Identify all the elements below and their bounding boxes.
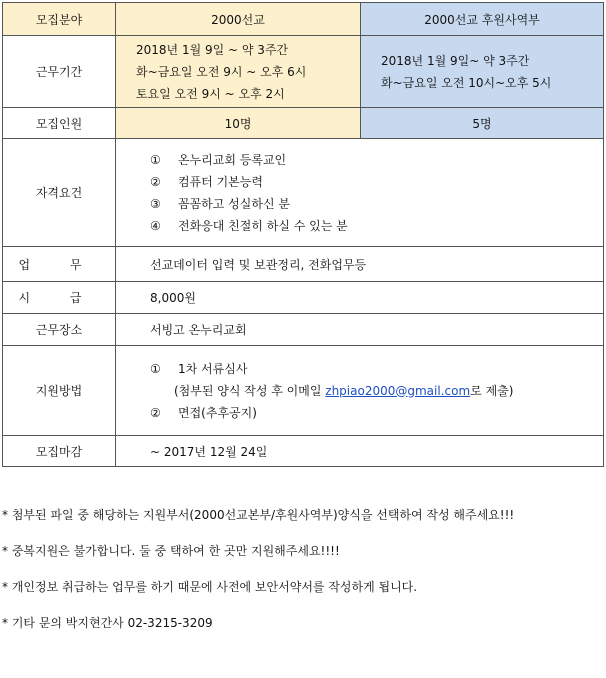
apply-detail: (첨부된 양식 작성 후 이메일 zhpiao2000@gmail.com로 제출) bbox=[174, 383, 514, 398]
period-col2-line: 화~금요일 오전 10시~오후 5시 bbox=[381, 75, 552, 90]
pay-value: 8,000원 bbox=[116, 282, 604, 314]
note-item: * 중복지원은 불가합니다. 둘 중 택하여 한 곳만 지원해주세요!!!! bbox=[2, 544, 340, 558]
qualifications-list bbox=[116, 139, 604, 247]
list-item: ② 컴퓨터 기본능력 bbox=[150, 174, 263, 189]
label-qualifications: 자격요건 bbox=[3, 139, 116, 247]
label-apply: 지원방법 bbox=[3, 346, 116, 436]
notes-section bbox=[2, 505, 604, 649]
period-col2-line: 2018년 1월 9일~ 약 3주간 bbox=[381, 53, 530, 68]
period-col1-line: 2018년 1월 9일 ~ 약 3주간 bbox=[136, 42, 289, 57]
period-col2 bbox=[361, 36, 604, 108]
recruitment-table bbox=[2, 2, 604, 467]
label-field: 모집분야 bbox=[3, 3, 116, 36]
duty-value: 선교데이터 입력 및 보관정리, 전화업무등 bbox=[116, 247, 604, 282]
row-pay bbox=[3, 282, 604, 314]
row-field bbox=[3, 3, 604, 36]
period-col1-line: 토요일 오전 9시 ~ 오후 2시 bbox=[136, 86, 285, 101]
note-item: * 개인정보 취급하는 업무를 하기 때문에 사전에 보안서약서를 작성하게 됩니다. bbox=[2, 580, 418, 594]
row-period bbox=[3, 36, 604, 108]
apply-steps bbox=[116, 346, 604, 436]
label-period: 근무기간 bbox=[3, 36, 116, 108]
headcount-col2: 5명 bbox=[361, 108, 604, 139]
row-deadline bbox=[3, 436, 604, 467]
row-qualifications bbox=[3, 139, 604, 247]
label-duty: 업 무 bbox=[3, 247, 116, 282]
period-col1 bbox=[116, 36, 361, 108]
note-item: * 첨부된 파일 중 해당하는 지원부서(2000선교본부/후원사역부)양식을 선택하여 작성 해주세요!!! bbox=[2, 508, 515, 522]
email-link[interactable]: zhpiao2000@gmail.com bbox=[325, 383, 471, 398]
list-item: ② 면접(추후공지) bbox=[150, 405, 257, 420]
field-col1: 2000선교 bbox=[116, 3, 361, 36]
list-item: ① 1차 서류심사 bbox=[150, 361, 248, 376]
list-item: ④ 전화응대 친절히 하실 수 있는 분 bbox=[150, 218, 348, 233]
location-value: 서빙고 온누리교회 bbox=[116, 314, 604, 346]
list-item: ① 온누리교회 등록교인 bbox=[150, 152, 287, 167]
headcount-col1: 10명 bbox=[116, 108, 361, 139]
list-item: ③ 꼼꼼하고 성실하신 분 bbox=[150, 196, 290, 211]
row-duty bbox=[3, 247, 604, 282]
period-col1-line: 화~금요일 오전 9시 ~ 오후 6시 bbox=[136, 64, 307, 79]
row-location bbox=[3, 314, 604, 346]
field-col2: 2000선교 후원사역부 bbox=[361, 3, 604, 36]
row-apply bbox=[3, 346, 604, 436]
label-location: 근무장소 bbox=[3, 314, 116, 346]
row-headcount bbox=[3, 108, 604, 139]
label-deadline: 모집마감 bbox=[3, 436, 116, 467]
note-item: * 기타 문의 박지현간사 02-3215-3209 bbox=[2, 616, 213, 630]
deadline-value: ~ 2017년 12월 24일 bbox=[116, 436, 604, 467]
label-pay: 시 급 bbox=[3, 282, 116, 314]
label-headcount: 모집인원 bbox=[3, 108, 116, 139]
